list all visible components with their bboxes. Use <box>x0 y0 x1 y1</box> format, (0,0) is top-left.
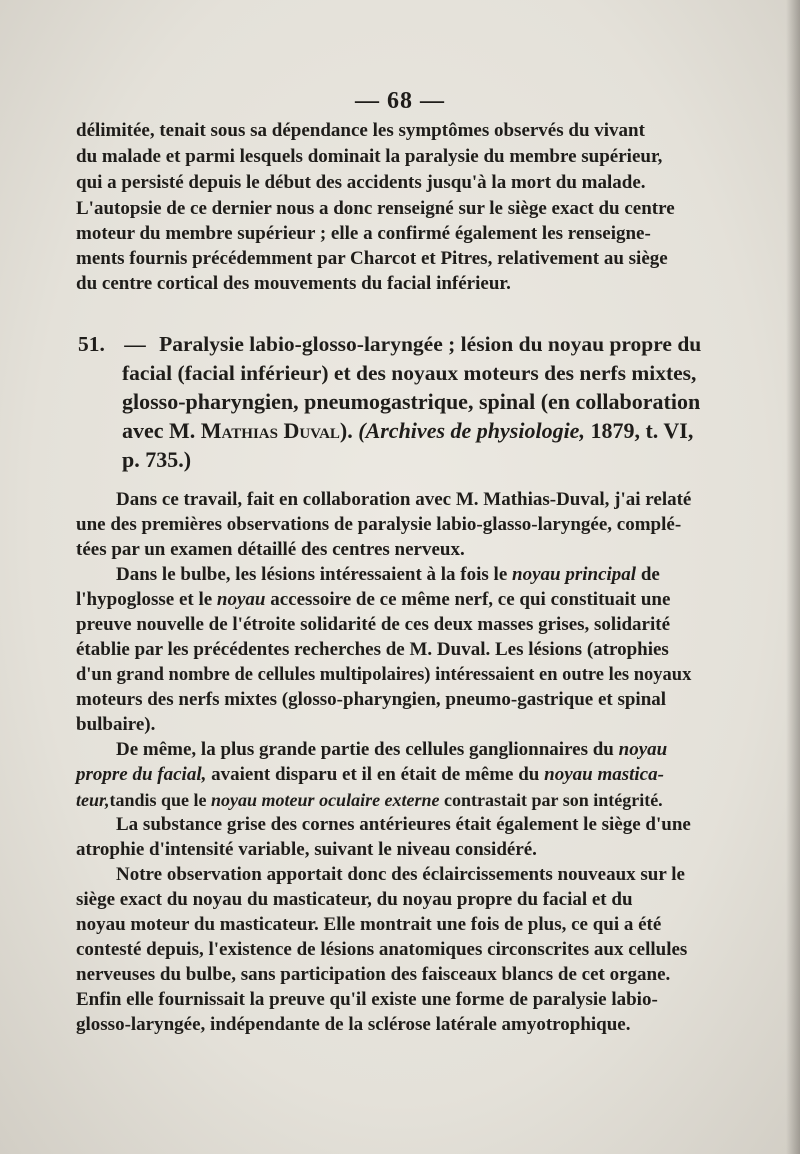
p3-italic-propre-facial: propre du facial, <box>76 764 207 785</box>
p5-line-7: glosso-laryngée, indépendante de la sclérose latérale amyotrophique. <box>76 1014 631 1035</box>
section-dash: — <box>124 332 146 356</box>
section-number: 51. <box>78 332 105 356</box>
p1-line-3: tées par un examen détaillé des centres nerveux. <box>76 539 465 560</box>
p2-text-d: accessoire de ce même nerf, ce qui constituait une <box>270 589 671 610</box>
p3-line-3 <box>76 788 663 812</box>
section-heading-line-2: facial (facial inférieur) et des noyaux moteurs des nerfs mixtes, <box>122 361 697 385</box>
p2-italic-noyau-principal: noyau principal <box>512 564 637 585</box>
intro-text: délimitée, tenait sous sa dépendance les symptômes observés du vivant <box>76 120 645 141</box>
p3-italic-masticateur: noyau mastica- <box>544 764 664 785</box>
section-year: 1879, t. VI, <box>590 418 694 443</box>
section-coauthor: Mathias Duval <box>200 418 340 443</box>
p2-text-c: l'hypoglosse et le <box>76 589 213 610</box>
p3-italic-teur: teur, <box>76 790 110 810</box>
p3-line-1 <box>116 738 667 762</box>
p4-line-2: atrophie d'intensité variable, suivant le niveau considéré. <box>76 839 537 860</box>
intro-line-1 <box>76 119 696 143</box>
p5-line-3: noyau moteur du masticateur. Elle montrait une fois de plus, ce qui a été <box>76 914 662 935</box>
intro-line-7: du centre cortical des mouvements du facial inférieur. <box>76 273 511 294</box>
p3-text-c: tandis que le <box>109 790 207 810</box>
section-title-1: Paralysie labio-glosso-laryngée ; lésion du noyau propre du <box>159 332 702 356</box>
p1-line-2: une des premières observations de paralysie labio-glasso-laryngée, complé- <box>76 514 682 535</box>
p1-line-1: Dans ce travail, fait en collaboration avec M. Mathias-Duval, j'ai relaté <box>116 489 692 510</box>
intro-line-5: moteur du membre supérieur ; elle a confirmé également les renseigne- <box>76 223 651 244</box>
p3-italic-noyau: noyau <box>618 739 668 760</box>
section-journal: (Archives de physiologie, <box>358 418 585 443</box>
p2-line-3: preuve nouvelle de l'étroite solidarité de ces deux masses grises, solidarité <box>76 614 671 635</box>
p3-text-b: avaient disparu et il en était de même du <box>211 764 540 785</box>
intro-line-6: ments fournis précédemment par Charcot et Pitres, relativement au siège <box>76 248 668 269</box>
p2-line-5: d'un grand nombre de cellules multipolaires) intéressaient en outre les noyaux <box>76 665 692 685</box>
p5-line-4: contesté depuis, l'existence de lésions anatomiques circonscrites aux cellules <box>76 939 688 960</box>
section-heading-line-5: p. 735.) <box>122 447 192 472</box>
intro-line-2: du malade et parmi lesquels dominait la paralysie du membre supérieur, <box>76 146 663 167</box>
p2-text-a: Dans le bulbe, les lésions intéressaient à la fois le <box>116 564 508 585</box>
p2-line-4: établie par les précédentes recherches de M. Duval. Les lésions (atrophies <box>76 639 669 660</box>
page-number: — 68 — <box>355 88 445 114</box>
section-heading-line-3: glosso-pharyngien, pneumogastrique, spinal (en collaboration <box>122 389 701 414</box>
section-close: ). <box>339 418 353 443</box>
section-heading-line-1 <box>78 330 701 358</box>
p5-line-1: Notre observation apportait donc des éclaircissements nouveaux sur le <box>116 864 685 885</box>
page-edge-shadow <box>786 0 800 1154</box>
p3-line-2 <box>76 763 664 787</box>
p4-line-1: La substance grise des cornes antérieures était également le siège d'une <box>116 814 691 835</box>
p5-line-2: siège exact du noyau du masticateur, du noyau propre du facial et du <box>76 889 633 910</box>
p3-text-d: contrastait par son intégrité. <box>444 790 663 810</box>
p2-italic-noyau: noyau <box>216 589 266 610</box>
p3-italic-oculaire: noyau moteur oculaire externe <box>211 790 440 810</box>
p3-text-a: De même, la plus grande partie des cellules ganglionnaires du <box>116 739 614 760</box>
p2-text-b: de <box>640 564 660 585</box>
p5-line-5: nerveuses du bulbe, sans participation des faisceaux blancs de cet organe. <box>76 964 671 985</box>
intro-line-3: qui a persisté depuis le début des accidents jusqu'à la mort du malade. <box>76 172 646 193</box>
p2-line-1 <box>116 563 660 587</box>
p5-line-6: Enfin elle fournissait la preuve qu'il existe une forme de paralysie labio- <box>76 989 658 1010</box>
p2-line-7: bulbaire). <box>76 714 156 735</box>
section-heading-line-4 <box>122 417 693 445</box>
p2-line-6: moteurs des nerfs mixtes (glosso-pharyngien, pneumo-gastrique et spinal <box>76 689 667 710</box>
p2-line-2 <box>76 588 670 612</box>
section-avec: avec M. <box>122 418 196 443</box>
intro-line-4: L'autopsie de ce dernier nous a donc renseigné sur le siège exact du centre <box>76 198 675 219</box>
